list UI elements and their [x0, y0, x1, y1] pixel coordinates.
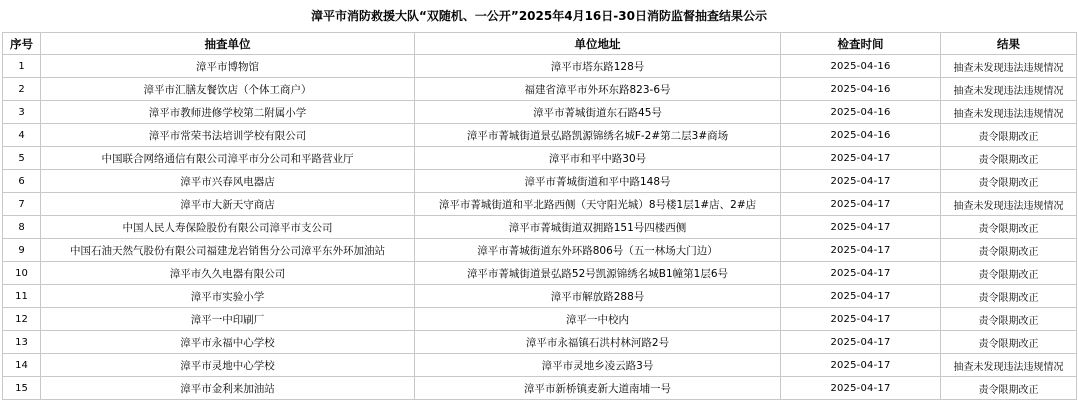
cell-address: 漳平市解放路288号 [415, 285, 781, 308]
cell-result: 抽查未发现违法违规情况 [941, 101, 1077, 124]
cell-result: 责令限期改正 [941, 285, 1077, 308]
cell-address: 漳平市灵地乡凌云路3号 [415, 354, 781, 377]
cell-result: 责令限期改正 [941, 239, 1077, 262]
cell-address: 漳平市菁城街道双拥路151号四楼西侧 [415, 216, 781, 239]
cell-result: 抽查未发现违法违规情况 [941, 55, 1077, 78]
cell-date: 2025-04-16 [781, 101, 941, 124]
cell-address: 漳平市菁城街道东外环路806号（五一林场大门边） [415, 239, 781, 262]
cell-unit: 中国联合网络通信有限公司漳平市分公司和平路营业厅 [41, 147, 415, 170]
cell-date: 2025-04-17 [781, 285, 941, 308]
table-row [3, 239, 1077, 262]
cell-address: 漳平一中校内 [415, 308, 781, 331]
page-title: 漳平市消防救援大队“双随机、一公开”2025年4月16日-30日消防监督抽查结果公示 [311, 9, 767, 23]
cell-result: 责令限期改正 [941, 147, 1077, 170]
table-row [3, 216, 1077, 239]
cell-address: 漳平市和平中路30号 [415, 147, 781, 170]
cell-result: 责令限期改正 [941, 216, 1077, 239]
cell-seq: 10 [3, 262, 41, 285]
cell-seq: 15 [3, 377, 41, 400]
cell-result: 抽查未发现违法违规情况 [941, 78, 1077, 101]
cell-unit: 漳平一中印刷厂 [41, 308, 415, 331]
cell-unit: 漳平市教师进修学校第二附属小学 [41, 101, 415, 124]
cell-unit: 中国石油天然气股份有限公司福建龙岩销售分公司漳平东外环加油站 [41, 239, 415, 262]
table-row [3, 285, 1077, 308]
cell-address: 漳平市塔东路128号 [415, 55, 781, 78]
cell-date: 2025-04-17 [781, 354, 941, 377]
cell-result: 责令限期改正 [941, 262, 1077, 285]
cell-unit: 漳平市汇膳友餐饮店（个体工商户） [41, 78, 415, 101]
column-header-seq: 序号 [3, 33, 41, 55]
table-row [3, 308, 1077, 331]
cell-seq: 12 [3, 308, 41, 331]
cell-seq: 14 [3, 354, 41, 377]
cell-seq: 6 [3, 170, 41, 193]
cell-address: 漳平市菁城街道和平北路西侧（天守阳光城）8号楼1层1#店、2#店 [415, 193, 781, 216]
cell-date: 2025-04-17 [781, 239, 941, 262]
cell-address: 漳平市菁城街道景弘路凯源锦绣名城F-2#第二层3#商场 [415, 124, 781, 147]
table-row [3, 193, 1077, 216]
cell-unit: 漳平市灵地中心学校 [41, 354, 415, 377]
cell-unit: 漳平市金利来加油站 [41, 377, 415, 400]
cell-date: 2025-04-17 [781, 308, 941, 331]
cell-seq: 7 [3, 193, 41, 216]
cell-seq: 1 [3, 55, 41, 78]
cell-unit: 漳平市常荣书法培训学校有限公司 [41, 124, 415, 147]
table-row [3, 262, 1077, 285]
table-row [3, 354, 1077, 377]
inspection-results-table [2, 32, 1077, 400]
cell-seq: 4 [3, 124, 41, 147]
column-header-date: 检查时间 [781, 33, 941, 55]
cell-date: 2025-04-17 [781, 377, 941, 400]
column-header-address: 单位地址 [415, 33, 781, 55]
cell-date: 2025-04-16 [781, 78, 941, 101]
cell-result: 抽查未发现违法违规情况 [941, 193, 1077, 216]
cell-address: 漳平市菁城街道和平中路148号 [415, 170, 781, 193]
cell-unit: 漳平市大新天守商店 [41, 193, 415, 216]
cell-unit: 漳平市实验小学 [41, 285, 415, 308]
cell-result: 责令限期改正 [941, 308, 1077, 331]
cell-date: 2025-04-17 [781, 170, 941, 193]
table-row [3, 55, 1077, 78]
table-row [3, 78, 1077, 101]
cell-date: 2025-04-17 [781, 193, 941, 216]
cell-result: 抽查未发现违法违规情况 [941, 354, 1077, 377]
cell-unit: 漳平市久久电器有限公司 [41, 262, 415, 285]
table-row [3, 101, 1077, 124]
cell-seq: 8 [3, 216, 41, 239]
table-header-row [3, 33, 1077, 55]
table-row [3, 377, 1077, 400]
cell-date: 2025-04-17 [781, 147, 941, 170]
cell-unit: 漳平市永福中心学校 [41, 331, 415, 354]
cell-unit: 漳平市博物馆 [41, 55, 415, 78]
cell-address: 漳平市菁城街道景弘路52号凯源锦绣名城B1幢第1层6号 [415, 262, 781, 285]
cell-date: 2025-04-17 [781, 262, 941, 285]
cell-date: 2025-04-16 [781, 55, 941, 78]
table-row [3, 147, 1077, 170]
cell-address: 漳平市永福镇石洪村林河路2号 [415, 331, 781, 354]
cell-seq: 5 [3, 147, 41, 170]
table-row [3, 124, 1077, 147]
cell-address: 福建省漳平市外环东路823-6号 [415, 78, 781, 101]
cell-date: 2025-04-17 [781, 331, 941, 354]
cell-address: 漳平市菁城街道东石路45号 [415, 101, 781, 124]
cell-result: 责令限期改正 [941, 331, 1077, 354]
cell-seq: 13 [3, 331, 41, 354]
cell-result: 责令限期改正 [941, 377, 1077, 400]
table-row [3, 170, 1077, 193]
cell-date: 2025-04-17 [781, 216, 941, 239]
cell-seq: 2 [3, 78, 41, 101]
cell-unit: 漳平市兴春风电器店 [41, 170, 415, 193]
cell-seq: 3 [3, 101, 41, 124]
column-header-result: 结果 [941, 33, 1077, 55]
cell-result: 责令限期改正 [941, 124, 1077, 147]
cell-seq: 9 [3, 239, 41, 262]
cell-date: 2025-04-16 [781, 124, 941, 147]
column-header-unit: 抽查单位 [41, 33, 415, 55]
cell-address: 漳平市新桥镇麦新大道南埔一号 [415, 377, 781, 400]
cell-result: 责令限期改正 [941, 170, 1077, 193]
table-row [3, 331, 1077, 354]
cell-unit: 中国人民人寿保险股份有限公司漳平市支公司 [41, 216, 415, 239]
cell-seq: 11 [3, 285, 41, 308]
